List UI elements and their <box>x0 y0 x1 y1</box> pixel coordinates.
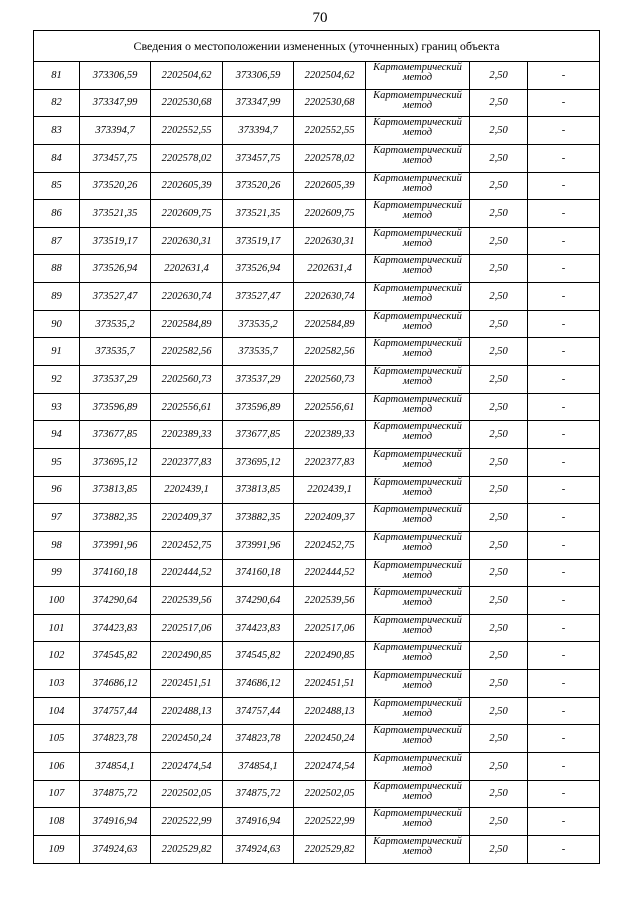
table-row <box>34 476 600 504</box>
refined-x-cell: 373457,75 <box>223 144 294 172</box>
refined-x-cell: 373535,7 <box>223 338 294 366</box>
accuracy-cell: 2,50 <box>470 310 528 338</box>
note-cell: - <box>528 780 600 808</box>
note-cell: - <box>528 144 600 172</box>
existing-y-cell: 2202578,02 <box>151 144 223 172</box>
note-cell: - <box>528 835 600 863</box>
refined-x-cell: 374854,1 <box>223 753 294 781</box>
existing-y-cell: 2202630,74 <box>151 283 223 311</box>
table-row <box>34 448 600 476</box>
note-cell: - <box>528 614 600 642</box>
method-cell: Картометрический метод <box>366 587 470 615</box>
refined-y-cell: 2202584,89 <box>294 310 366 338</box>
accuracy-cell: 2,50 <box>470 283 528 311</box>
existing-x-cell: 374916,94 <box>80 808 151 836</box>
accuracy-cell: 2,50 <box>470 670 528 698</box>
refined-y-cell: 2202389,33 <box>294 421 366 449</box>
refined-y-cell: 2202452,75 <box>294 531 366 559</box>
refined-x-cell: 374686,12 <box>223 670 294 698</box>
accuracy-cell: 2,50 <box>470 393 528 421</box>
refined-y-cell: 2202377,83 <box>294 448 366 476</box>
table-row <box>34 808 600 836</box>
refined-x-cell: 373527,47 <box>223 283 294 311</box>
refined-x-cell: 373537,29 <box>223 366 294 394</box>
refined-y-cell: 2202488,13 <box>294 697 366 725</box>
point-number-cell: 95 <box>34 448 80 476</box>
refined-x-cell: 374924,63 <box>223 835 294 863</box>
existing-x-cell: 373677,85 <box>80 421 151 449</box>
refined-y-cell: 2202539,56 <box>294 587 366 615</box>
point-number-cell: 88 <box>34 255 80 283</box>
accuracy-cell: 2,50 <box>470 697 528 725</box>
method-cell: Картометрический метод <box>366 697 470 725</box>
table-title: Сведения о местоположении измененных (уточненных) границ объекта <box>34 31 600 62</box>
accuracy-cell: 2,50 <box>470 227 528 255</box>
existing-y-cell: 2202552,55 <box>151 117 223 145</box>
method-cell: Картометрический метод <box>366 200 470 228</box>
accuracy-cell: 2,50 <box>470 780 528 808</box>
point-number-cell: 89 <box>34 283 80 311</box>
accuracy-cell: 2,50 <box>470 531 528 559</box>
refined-y-cell: 2202630,31 <box>294 227 366 255</box>
refined-y-cell: 2202451,51 <box>294 670 366 698</box>
accuracy-cell: 2,50 <box>470 835 528 863</box>
method-cell: Картометрический метод <box>366 338 470 366</box>
table-row <box>34 670 600 698</box>
note-cell: - <box>528 504 600 532</box>
note-cell: - <box>528 448 600 476</box>
method-cell: Картометрический метод <box>366 670 470 698</box>
refined-x-cell: 373521,35 <box>223 200 294 228</box>
table-row <box>34 255 600 283</box>
note-cell: - <box>528 393 600 421</box>
point-number-cell: 93 <box>34 393 80 421</box>
existing-x-cell: 374924,63 <box>80 835 151 863</box>
existing-x-cell: 373526,94 <box>80 255 151 283</box>
point-number-cell: 86 <box>34 200 80 228</box>
accuracy-cell: 2,50 <box>470 255 528 283</box>
method-cell: Картометрический метод <box>366 393 470 421</box>
method-cell: Картометрический метод <box>366 835 470 863</box>
refined-y-cell: 2202474,54 <box>294 753 366 781</box>
note-cell: - <box>528 725 600 753</box>
point-number-cell: 105 <box>34 725 80 753</box>
point-number-cell: 87 <box>34 227 80 255</box>
existing-x-cell: 374757,44 <box>80 697 151 725</box>
refined-y-cell: 2202439,1 <box>294 476 366 504</box>
table-row <box>34 559 600 587</box>
existing-x-cell: 373521,35 <box>80 200 151 228</box>
method-cell: Картометрический метод <box>366 614 470 642</box>
note-cell: - <box>528 642 600 670</box>
existing-x-cell: 374854,1 <box>80 753 151 781</box>
existing-x-cell: 373535,2 <box>80 310 151 338</box>
refined-x-cell: 374545,82 <box>223 642 294 670</box>
refined-y-cell: 2202529,82 <box>294 835 366 863</box>
table-row <box>34 642 600 670</box>
existing-x-cell: 374423,83 <box>80 614 151 642</box>
table-row <box>34 310 600 338</box>
method-cell: Картометрический метод <box>366 89 470 117</box>
existing-y-cell: 2202584,89 <box>151 310 223 338</box>
existing-y-cell: 2202444,52 <box>151 559 223 587</box>
refined-x-cell: 373882,35 <box>223 504 294 532</box>
note-cell: - <box>528 476 600 504</box>
point-number-cell: 83 <box>34 117 80 145</box>
note-cell: - <box>528 366 600 394</box>
refined-x-cell: 374916,94 <box>223 808 294 836</box>
accuracy-cell: 2,50 <box>470 587 528 615</box>
method-cell: Картометрический метод <box>366 725 470 753</box>
method-cell: Картометрический метод <box>366 255 470 283</box>
existing-y-cell: 2202560,73 <box>151 366 223 394</box>
note-cell: - <box>528 559 600 587</box>
refined-y-cell: 2202631,4 <box>294 255 366 283</box>
existing-y-cell: 2202582,56 <box>151 338 223 366</box>
accuracy-cell: 2,50 <box>470 504 528 532</box>
existing-x-cell: 374686,12 <box>80 670 151 698</box>
point-number-cell: 106 <box>34 753 80 781</box>
refined-y-cell: 2202517,06 <box>294 614 366 642</box>
refined-y-cell: 2202560,73 <box>294 366 366 394</box>
refined-x-cell: 374290,64 <box>223 587 294 615</box>
accuracy-cell: 2,50 <box>470 725 528 753</box>
accuracy-cell: 2,50 <box>470 808 528 836</box>
method-cell: Картометрический метод <box>366 642 470 670</box>
point-number-cell: 108 <box>34 808 80 836</box>
existing-x-cell: 373457,75 <box>80 144 151 172</box>
existing-x-cell: 374823,78 <box>80 725 151 753</box>
existing-y-cell: 2202439,1 <box>151 476 223 504</box>
table-row <box>34 835 600 863</box>
method-cell: Картометрический метод <box>366 227 470 255</box>
refined-x-cell: 373695,12 <box>223 448 294 476</box>
note-cell: - <box>528 200 600 228</box>
note-cell: - <box>528 697 600 725</box>
accuracy-cell: 2,50 <box>470 172 528 200</box>
method-cell: Картометрический метод <box>366 172 470 200</box>
refined-y-cell: 2202409,37 <box>294 504 366 532</box>
refined-x-cell: 373677,85 <box>223 421 294 449</box>
accuracy-cell: 2,50 <box>470 366 528 394</box>
accuracy-cell: 2,50 <box>470 89 528 117</box>
table-row <box>34 421 600 449</box>
table-row <box>34 227 600 255</box>
existing-y-cell: 2202488,13 <box>151 697 223 725</box>
accuracy-cell: 2,50 <box>470 476 528 504</box>
note-cell: - <box>528 808 600 836</box>
existing-y-cell: 2202631,4 <box>151 255 223 283</box>
existing-x-cell: 373695,12 <box>80 448 151 476</box>
refined-y-cell: 2202504,62 <box>294 62 366 90</box>
existing-x-cell: 374160,18 <box>80 559 151 587</box>
refined-y-cell: 2202522,99 <box>294 808 366 836</box>
refined-x-cell: 373519,17 <box>223 227 294 255</box>
table-row <box>34 725 600 753</box>
refined-x-cell: 374423,83 <box>223 614 294 642</box>
point-number-cell: 97 <box>34 504 80 532</box>
refined-x-cell: 373535,2 <box>223 310 294 338</box>
refined-x-cell: 373394,7 <box>223 117 294 145</box>
method-cell: Картометрический метод <box>366 421 470 449</box>
note-cell: - <box>528 310 600 338</box>
table-row <box>34 338 600 366</box>
table-row <box>34 587 600 615</box>
note-cell: - <box>528 283 600 311</box>
refined-y-cell: 2202630,74 <box>294 283 366 311</box>
accuracy-cell: 2,50 <box>470 421 528 449</box>
existing-x-cell: 373813,85 <box>80 476 151 504</box>
point-number-cell: 98 <box>34 531 80 559</box>
note-cell: - <box>528 255 600 283</box>
refined-y-cell: 2202578,02 <box>294 144 366 172</box>
accuracy-cell: 2,50 <box>470 448 528 476</box>
existing-x-cell: 374875,72 <box>80 780 151 808</box>
note-cell: - <box>528 587 600 615</box>
table-row <box>34 283 600 311</box>
method-cell: Картометрический метод <box>366 366 470 394</box>
method-cell: Картометрический метод <box>366 310 470 338</box>
note-cell: - <box>528 227 600 255</box>
existing-y-cell: 2202389,33 <box>151 421 223 449</box>
refined-y-cell: 2202582,56 <box>294 338 366 366</box>
existing-y-cell: 2202450,24 <box>151 725 223 753</box>
existing-y-cell: 2202529,82 <box>151 835 223 863</box>
existing-x-cell: 373306,59 <box>80 62 151 90</box>
existing-x-cell: 373535,7 <box>80 338 151 366</box>
existing-y-cell: 2202504,62 <box>151 62 223 90</box>
existing-x-cell: 373991,96 <box>80 531 151 559</box>
existing-y-cell: 2202522,99 <box>151 808 223 836</box>
existing-x-cell: 373882,35 <box>80 504 151 532</box>
method-cell: Картометрический метод <box>366 559 470 587</box>
note-cell: - <box>528 338 600 366</box>
point-number-cell: 82 <box>34 89 80 117</box>
refined-y-cell: 2202556,61 <box>294 393 366 421</box>
method-cell: Картометрический метод <box>366 780 470 808</box>
accuracy-cell: 2,50 <box>470 338 528 366</box>
point-number-cell: 94 <box>34 421 80 449</box>
table-row <box>34 504 600 532</box>
refined-x-cell: 374160,18 <box>223 559 294 587</box>
note-cell: - <box>528 753 600 781</box>
note-cell: - <box>528 89 600 117</box>
refined-y-cell: 2202609,75 <box>294 200 366 228</box>
existing-y-cell: 2202609,75 <box>151 200 223 228</box>
existing-x-cell: 374545,82 <box>80 642 151 670</box>
point-number-cell: 92 <box>34 366 80 394</box>
method-cell: Картометрический метод <box>366 753 470 781</box>
point-number-cell: 84 <box>34 144 80 172</box>
existing-y-cell: 2202556,61 <box>151 393 223 421</box>
method-cell: Картометрический метод <box>366 117 470 145</box>
point-number-cell: 101 <box>34 614 80 642</box>
table-row <box>34 697 600 725</box>
point-number-cell: 107 <box>34 780 80 808</box>
point-number-cell: 96 <box>34 476 80 504</box>
method-cell: Картометрический метод <box>366 531 470 559</box>
table-row <box>34 62 600 90</box>
existing-y-cell: 2202452,75 <box>151 531 223 559</box>
method-cell: Картометрический метод <box>366 62 470 90</box>
point-number-cell: 81 <box>34 62 80 90</box>
note-cell: - <box>528 531 600 559</box>
existing-x-cell: 373519,17 <box>80 227 151 255</box>
accuracy-cell: 2,50 <box>470 614 528 642</box>
refined-x-cell: 374823,78 <box>223 725 294 753</box>
note-cell: - <box>528 117 600 145</box>
accuracy-cell: 2,50 <box>470 642 528 670</box>
refined-x-cell: 374757,44 <box>223 697 294 725</box>
existing-y-cell: 2202530,68 <box>151 89 223 117</box>
note-cell: - <box>528 62 600 90</box>
existing-x-cell: 373347,99 <box>80 89 151 117</box>
refined-x-cell: 373347,99 <box>223 89 294 117</box>
existing-y-cell: 2202474,54 <box>151 753 223 781</box>
refined-y-cell: 2202450,24 <box>294 725 366 753</box>
refined-x-cell: 373596,89 <box>223 393 294 421</box>
table-row <box>34 614 600 642</box>
accuracy-cell: 2,50 <box>470 753 528 781</box>
refined-x-cell: 374875,72 <box>223 780 294 808</box>
point-number-cell: 91 <box>34 338 80 366</box>
point-number-cell: 99 <box>34 559 80 587</box>
point-number-cell: 100 <box>34 587 80 615</box>
refined-y-cell: 2202552,55 <box>294 117 366 145</box>
refined-y-cell: 2202490,85 <box>294 642 366 670</box>
method-cell: Картометрический метод <box>366 504 470 532</box>
table-row <box>34 753 600 781</box>
refined-y-cell: 2202605,39 <box>294 172 366 200</box>
point-number-cell: 104 <box>34 697 80 725</box>
accuracy-cell: 2,50 <box>470 62 528 90</box>
refined-x-cell: 373520,26 <box>223 172 294 200</box>
refined-x-cell: 373526,94 <box>223 255 294 283</box>
table-row <box>34 780 600 808</box>
refined-y-cell: 2202530,68 <box>294 89 366 117</box>
existing-y-cell: 2202377,83 <box>151 448 223 476</box>
method-cell: Картометрический метод <box>366 476 470 504</box>
existing-y-cell: 2202451,51 <box>151 670 223 698</box>
boundary-coordinates-table <box>33 30 600 864</box>
existing-y-cell: 2202539,56 <box>151 587 223 615</box>
existing-y-cell: 2202517,06 <box>151 614 223 642</box>
existing-x-cell: 373596,89 <box>80 393 151 421</box>
point-number-cell: 85 <box>34 172 80 200</box>
refined-x-cell: 373306,59 <box>223 62 294 90</box>
existing-y-cell: 2202630,31 <box>151 227 223 255</box>
existing-x-cell: 373394,7 <box>80 117 151 145</box>
method-cell: Картометрический метод <box>366 144 470 172</box>
table-row <box>34 366 600 394</box>
existing-y-cell: 2202605,39 <box>151 172 223 200</box>
accuracy-cell: 2,50 <box>470 200 528 228</box>
refined-y-cell: 2202444,52 <box>294 559 366 587</box>
existing-y-cell: 2202502,05 <box>151 780 223 808</box>
refined-x-cell: 373991,96 <box>223 531 294 559</box>
point-number-cell: 109 <box>34 835 80 863</box>
method-cell: Картометрический метод <box>366 283 470 311</box>
table-body <box>34 62 600 864</box>
table-row <box>34 200 600 228</box>
point-number-cell: 102 <box>34 642 80 670</box>
note-cell: - <box>528 421 600 449</box>
accuracy-cell: 2,50 <box>470 117 528 145</box>
accuracy-cell: 2,50 <box>470 144 528 172</box>
refined-x-cell: 373813,85 <box>223 476 294 504</box>
table-row <box>34 172 600 200</box>
method-cell: Картометрический метод <box>366 808 470 836</box>
existing-x-cell: 374290,64 <box>80 587 151 615</box>
accuracy-cell: 2,50 <box>470 559 528 587</box>
existing-x-cell: 373520,26 <box>80 172 151 200</box>
page-number: 70 <box>312 10 328 26</box>
existing-x-cell: 373527,47 <box>80 283 151 311</box>
existing-x-cell: 373537,29 <box>80 366 151 394</box>
table-row <box>34 144 600 172</box>
existing-y-cell: 2202490,85 <box>151 642 223 670</box>
point-number-cell: 90 <box>34 310 80 338</box>
table-row <box>34 531 600 559</box>
point-number-cell: 103 <box>34 670 80 698</box>
table-row <box>34 89 600 117</box>
note-cell: - <box>528 670 600 698</box>
table-row <box>34 117 600 145</box>
existing-y-cell: 2202409,37 <box>151 504 223 532</box>
table-row <box>34 393 600 421</box>
refined-y-cell: 2202502,05 <box>294 780 366 808</box>
note-cell: - <box>528 172 600 200</box>
method-cell: Картометрический метод <box>366 448 470 476</box>
